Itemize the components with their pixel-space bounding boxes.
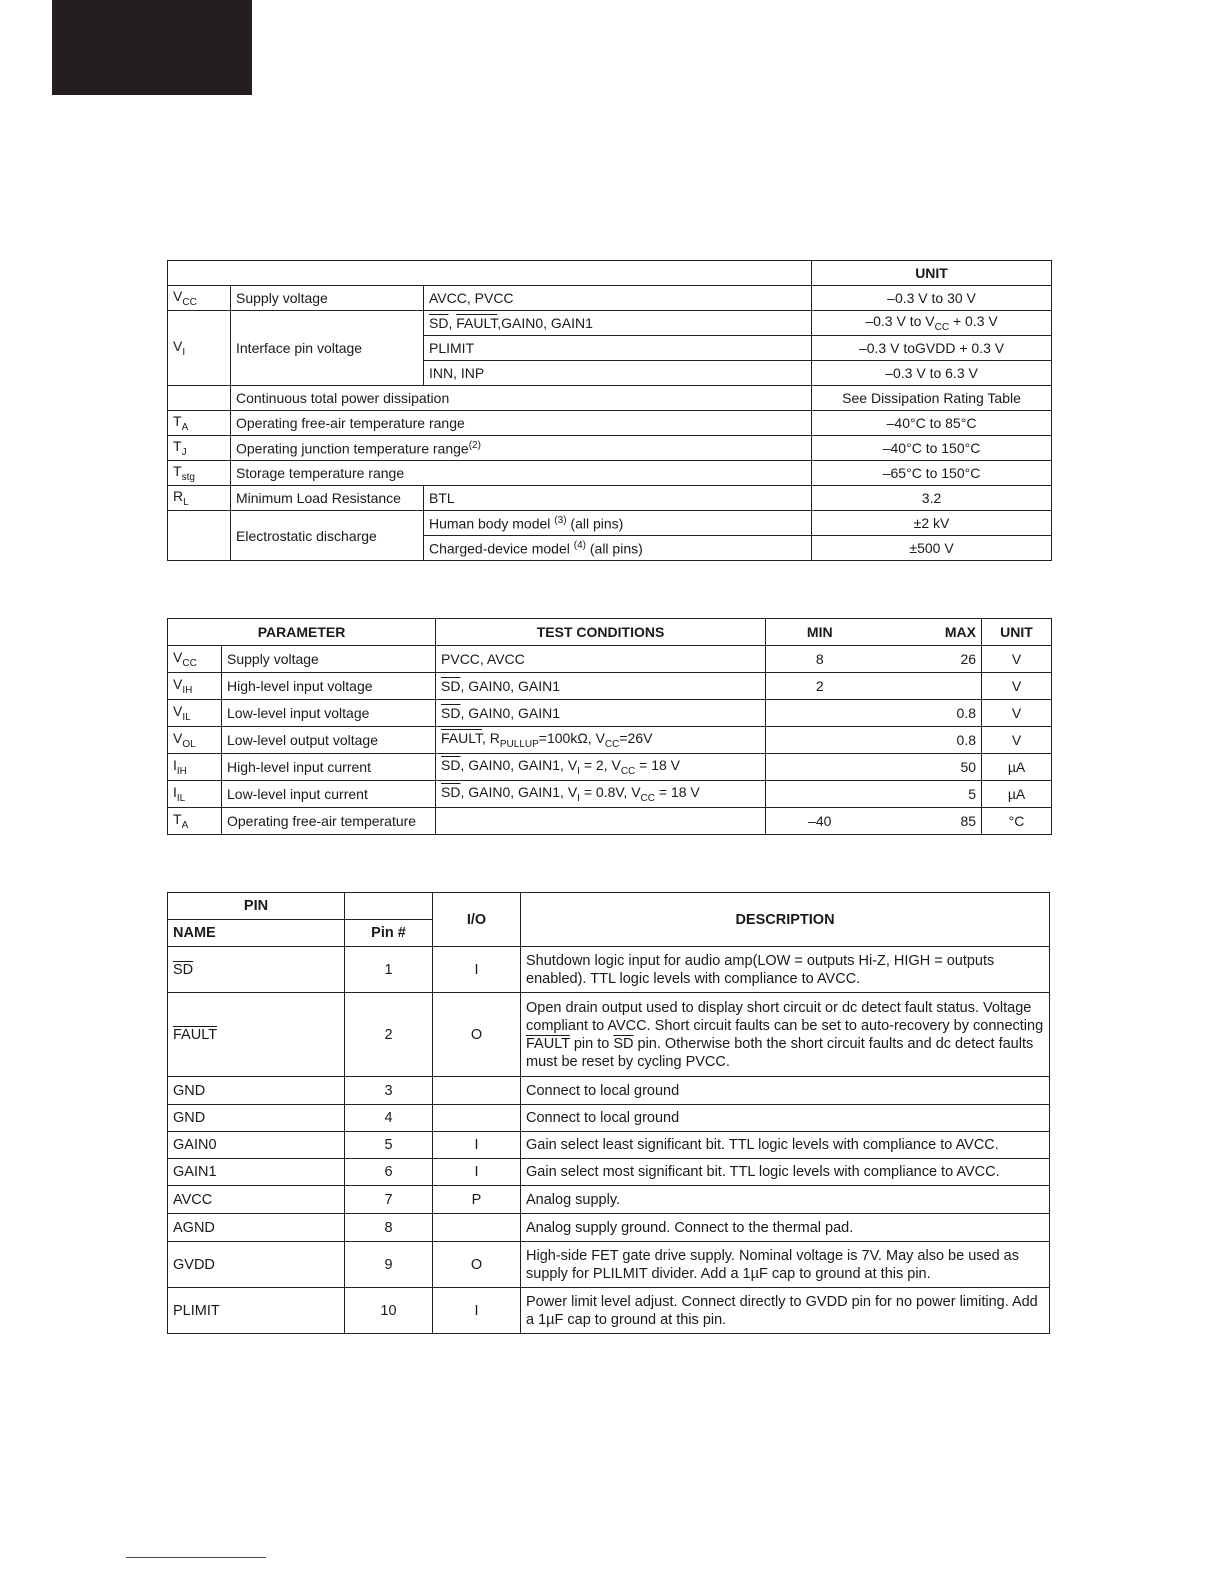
min-cell: –40 — [766, 808, 874, 835]
table-row — [168, 1132, 1050, 1159]
pin-name-cell: AGND — [168, 1214, 345, 1242]
pin-description-cell: Analog supply ground. Connect to the thermal pad. — [521, 1214, 1050, 1242]
table-row — [168, 1214, 1050, 1242]
table-row — [168, 993, 1050, 1077]
symbol-cell: $V_{OL}$ — [168, 727, 222, 754]
unit-cell: V — [982, 646, 1052, 673]
max-cell: 50 — [874, 754, 982, 781]
table-row — [168, 1242, 1050, 1288]
symbol-cell: $I_{IL}$ — [168, 781, 222, 808]
condition-cell: $\overline{SD}$, GAIN0, GAIN1, $V_I = 2$, $V_{CC} = 18$ V — [436, 754, 766, 781]
footer-link-rule — [126, 1557, 266, 1558]
symbol-cell: $V_{IH}$ — [168, 673, 222, 700]
unit-cell: µA — [982, 781, 1052, 808]
header-black-block — [52, 0, 252, 95]
min-cell — [766, 754, 874, 781]
table-row — [168, 486, 1052, 511]
param-cell: Operating junction temperature range$^{(2)}$ — [231, 436, 812, 461]
pin-description-cell: Gain select most significant bit. TTL logic levels with compliance to AVCC. — [521, 1159, 1050, 1186]
pin-io-cell: O — [433, 993, 521, 1077]
min-cell — [766, 700, 874, 727]
pin-functions-table — [167, 892, 1050, 1334]
pin-number-header: Pin # — [345, 920, 433, 947]
pin-description-cell: Gain select least significant bit. TTL logic levels with compliance to AVCC. — [521, 1132, 1050, 1159]
param-cell: Low-level input voltage — [222, 700, 436, 727]
value-cell: –0.3 V to 30 V — [812, 286, 1052, 311]
unit-header: UNIT — [982, 619, 1052, 646]
table-row — [168, 1159, 1050, 1186]
pin-name-cell: GVDD — [168, 1242, 345, 1288]
table-row — [168, 386, 1052, 411]
condition-cell: Charged-device model $^{(4)}$ (all pins) — [424, 536, 812, 561]
pin-name-cell: GND — [168, 1105, 345, 1132]
pin-description-cell: Analog supply. — [521, 1186, 1050, 1214]
table-row — [168, 700, 1052, 727]
pin-number-cell: 7 — [345, 1186, 433, 1214]
pin-number-cell: 4 — [345, 1105, 433, 1132]
pin-io-cell: I — [433, 1132, 521, 1159]
value-cell: –65°C to 150°C — [812, 461, 1052, 486]
max-cell: 0.8 — [874, 700, 982, 727]
condition-cell: FAULT, $R_{PULLUP}=100k\Omega$, $V_{CC}=26V$ — [436, 727, 766, 754]
condition-cell — [436, 808, 766, 835]
param-cell: Electrostatic discharge — [231, 511, 424, 561]
absolute-max-ratings-table — [167, 260, 1052, 561]
pin-io-cell — [433, 1077, 521, 1105]
table-row — [168, 646, 1052, 673]
table-header-row — [168, 261, 1052, 286]
param-cell: Low-level input current — [222, 781, 436, 808]
table-row — [168, 511, 1052, 536]
table-row — [168, 311, 1052, 336]
table-header-row — [168, 893, 1050, 920]
pin-number-cell: 8 — [345, 1214, 433, 1242]
min-cell: 8 — [766, 646, 874, 673]
table-header-row — [168, 619, 1052, 646]
pin-description-cell: Connect to local ground — [521, 1105, 1050, 1132]
condition-cell: $\overline{SD}$, GAIN0, GAIN1, $V_I = 0.8V$, $V_{CC} = 18$ V — [436, 781, 766, 808]
pin-description-cell: High-side FET gate drive supply. Nominal voltage is 7V. May also be used as supply for PLILMIT divider. Add a 1µF cap to ground at this pin. — [521, 1242, 1050, 1288]
max-cell: 5 — [874, 781, 982, 808]
unit-cell: °C — [982, 808, 1052, 835]
condition-cell: BTL — [424, 486, 812, 511]
pin-name-cell: AVCC — [168, 1186, 345, 1214]
value-cell: ±2 kV — [812, 511, 1052, 536]
value-cell: ±500 V — [812, 536, 1052, 561]
param-cell: Minimum Load Resistance — [231, 486, 424, 511]
table-row — [168, 781, 1052, 808]
pin-name-cell: GAIN1 — [168, 1159, 345, 1186]
symbol-cell: $T_A$ — [168, 808, 222, 835]
param-cell: High-level input current — [222, 754, 436, 781]
param-cell: Operating free-air temperature range — [231, 411, 812, 436]
symbol-cell: $T_J$ — [168, 436, 231, 461]
pin-number-cell: 5 — [345, 1132, 433, 1159]
param-cell: Storage temperature range — [231, 461, 812, 486]
parameter-header: PARAMETER — [168, 619, 436, 646]
param-cell: Supply voltage — [222, 646, 436, 673]
param-cell: High-level input voltage — [222, 673, 436, 700]
symbol-cell: $T_{stg}$ — [168, 461, 231, 486]
name-header: NAME — [168, 920, 345, 947]
pin-name-cell: $\overline{SD}$ — [168, 947, 345, 993]
description-header: DESCRIPTION — [521, 893, 1050, 947]
pin-header: PIN — [168, 893, 345, 920]
max-cell — [874, 673, 982, 700]
pin-name-cell: GND — [168, 1077, 345, 1105]
pin-name-cell: FAULT — [168, 993, 345, 1077]
pin-number-cell: 1 — [345, 947, 433, 993]
pin-number-cell: 10 — [345, 1288, 433, 1334]
param-cell: Low-level output voltage — [222, 727, 436, 754]
symbol-cell: $R_L$ — [168, 486, 231, 511]
min-cell — [766, 781, 874, 808]
value-cell: –0.3 V toGVDD + 0.3 V — [812, 336, 1052, 361]
value-cell: 3.2 — [812, 486, 1052, 511]
table-row — [168, 461, 1052, 486]
unit-cell: µA — [982, 754, 1052, 781]
max-header: MAX — [874, 619, 982, 646]
max-cell: 85 — [874, 808, 982, 835]
table-row — [168, 727, 1052, 754]
symbol-cell: $V_{CC}$ — [168, 286, 231, 311]
min-cell: 2 — [766, 673, 874, 700]
pin-io-cell: P — [433, 1186, 521, 1214]
unit-cell: V — [982, 673, 1052, 700]
pin-io-cell: I — [433, 1159, 521, 1186]
pin-number-cell: 6 — [345, 1159, 433, 1186]
min-header: MIN — [766, 619, 874, 646]
param-cell: Interface pin voltage — [231, 311, 424, 386]
pin-description-cell: Shutdown logic input for audio amp(LOW = outputs Hi-Z, HIGH = outputs enabled). TTL logic levels with compliance to AVCC. — [521, 947, 1050, 993]
pin-number-cell: 2 — [345, 993, 433, 1077]
pin-io-cell: O — [433, 1242, 521, 1288]
test-conditions-header: TEST CONDITIONS — [436, 619, 766, 646]
param-cell: Operating free-air temperature — [222, 808, 436, 835]
table-row — [168, 1288, 1050, 1334]
symbol-cell: $V_{CC}$ — [168, 646, 222, 673]
param-cell: Supply voltage — [231, 286, 424, 311]
condition-cell: PLIMIT — [424, 336, 812, 361]
pin-number-cell: 9 — [345, 1242, 433, 1288]
value-cell: –40°C to 150°C — [812, 436, 1052, 461]
condition-cell: $\overline{SD}$, GAIN0, GAIN1 — [436, 700, 766, 727]
pin-io-cell — [433, 1214, 521, 1242]
table-row — [168, 286, 1052, 311]
table-row — [168, 673, 1052, 700]
table-row — [168, 411, 1052, 436]
max-cell: 0.8 — [874, 727, 982, 754]
table-row — [168, 1105, 1050, 1132]
param-cell: Continuous total power dissipation — [231, 386, 812, 411]
symbol-cell: $I_{IH}$ — [168, 754, 222, 781]
table-row — [168, 808, 1052, 835]
symbol-cell: $V_{IL}$ — [168, 700, 222, 727]
table-row — [168, 436, 1052, 461]
unit-cell: V — [982, 700, 1052, 727]
pin-name-cell: PLIMIT — [168, 1288, 345, 1334]
condition-cell: AVCC, PVCC — [424, 286, 812, 311]
condition-cell: PVCC, AVCC — [436, 646, 766, 673]
recommended-conditions-table — [167, 618, 1052, 835]
table-row — [168, 1077, 1050, 1105]
io-header: I/O — [433, 893, 521, 947]
condition-cell: $\overline{SD}$, FAULT,GAIN0, GAIN1 — [424, 311, 812, 336]
condition-cell: Human body model $^{(3)}$ (all pins) — [424, 511, 812, 536]
unit-cell: V — [982, 727, 1052, 754]
min-cell — [766, 727, 874, 754]
pin-number-cell: 3 — [345, 1077, 433, 1105]
pin-io-cell: I — [433, 947, 521, 993]
value-cell: –0.3 V to 6.3 V — [812, 361, 1052, 386]
condition-cell: INN, INP — [424, 361, 812, 386]
table-row — [168, 1186, 1050, 1214]
unit-header: UNIT — [812, 261, 1052, 286]
value-cell: –40°C to 85°C — [812, 411, 1052, 436]
pin-description-cell: Power limit level adjust. Connect directly to GVDD pin for no power limiting. Add a 1µF cap to ground at this pin. — [521, 1288, 1050, 1334]
value-cell: See Dissipation Rating Table — [812, 386, 1052, 411]
table-row — [168, 947, 1050, 993]
pin-description-cell: Connect to local ground — [521, 1077, 1050, 1105]
value-cell: –0.3 V to $V_{CC} + 0.3$ V — [812, 311, 1052, 336]
pin-name-cell: GAIN0 — [168, 1132, 345, 1159]
pin-io-cell: I — [433, 1288, 521, 1334]
symbol-cell: $T_A$ — [168, 411, 231, 436]
symbol-cell: $V_I$ — [168, 311, 231, 386]
condition-cell: $\overline{SD}$, GAIN0, GAIN1 — [436, 673, 766, 700]
table-row — [168, 754, 1052, 781]
max-cell: 26 — [874, 646, 982, 673]
pin-io-cell — [433, 1105, 521, 1132]
pin-description-cell: Open drain output used to display short circuit or dc detect fault status. Voltage compliant to AVCC. Short circuit faults can be set to auto-recovery by connecting FAULT pin to $\overline{SD}$ pin. Otherwise both the short circuit faults and dc detect faults must be reset by cycling PVCC. — [521, 993, 1050, 1077]
